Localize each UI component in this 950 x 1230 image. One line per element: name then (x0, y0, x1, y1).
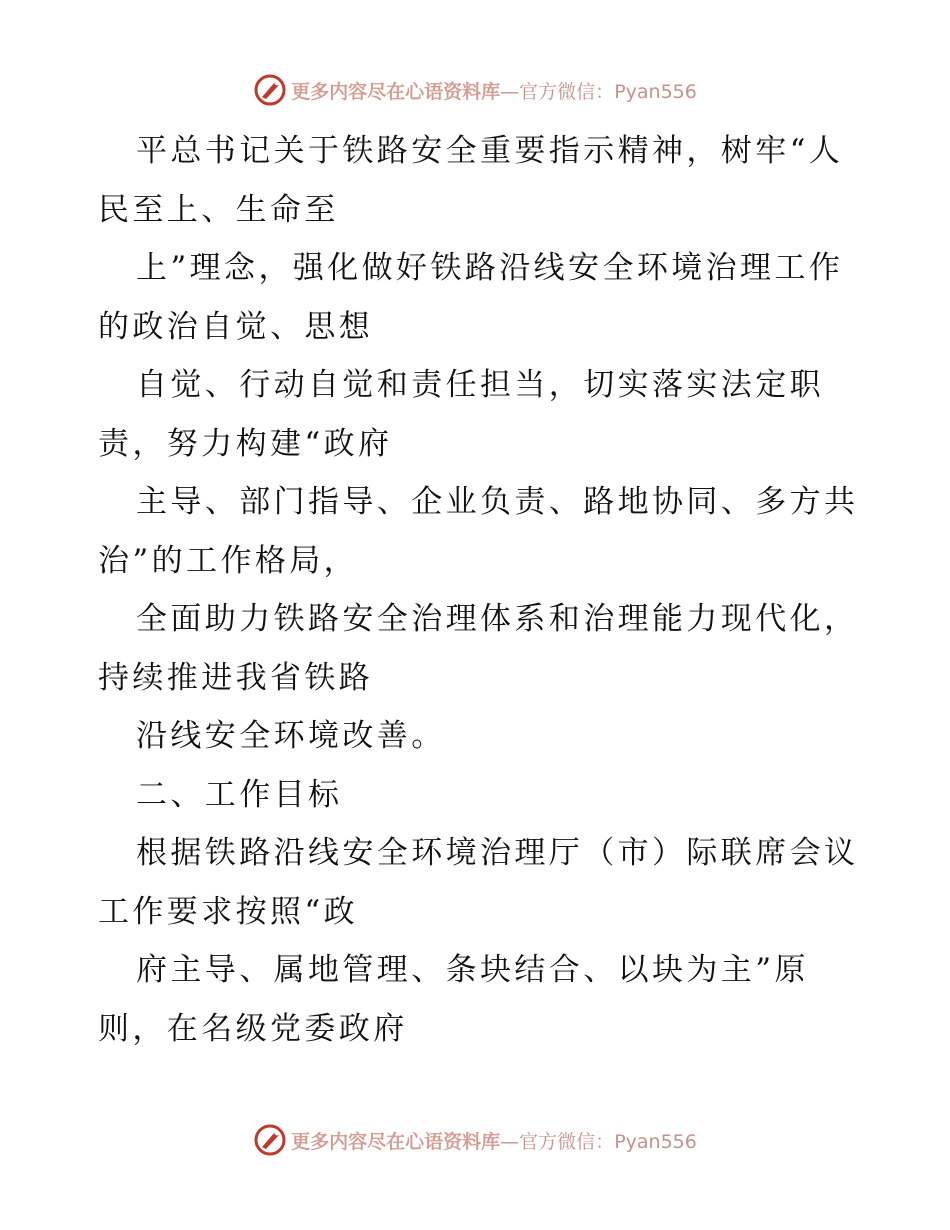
text-line: 责，努力构建“政府 (98, 425, 393, 462)
text-line: 治”的工作格局， (98, 542, 359, 579)
watermark-separator: — (500, 1130, 520, 1153)
brand-logo-icon (253, 1123, 287, 1157)
text-line: 自觉、行动自觉和责任担当，切实落实法定职 (136, 367, 824, 403)
footer-watermark (0, 1120, 950, 1160)
watermark-wechat-account: Pyan556 (614, 80, 697, 103)
text-line: 府主导、属地管理、条块结合、以块为主”原 (136, 952, 809, 988)
text-line: 民至上、生命至 (98, 191, 339, 228)
watermark-wechat-account: Pyan556 (614, 1130, 697, 1153)
watermark-separator: — (500, 80, 520, 103)
brand-logo-icon (253, 73, 287, 107)
watermark-brand: 更多内容尽在心语资料库 (291, 80, 501, 103)
watermark-wechat-label: 官方微信： (519, 1130, 615, 1153)
watermark-text (291, 77, 697, 104)
text-line: 平总书记关于铁路安全重要指示精神，树牢“人 (136, 133, 844, 169)
watermark-brand: 更多内容尽在心语资料库 (291, 1130, 501, 1153)
document-body (98, 122, 858, 1058)
watermark-text (291, 1127, 697, 1154)
section-heading: 二、工作目标 (136, 776, 343, 813)
watermark-wechat-label: 官方微信： (519, 80, 615, 103)
text-line: 主导、部门指导、企业负责、路地协同、多方共 (136, 484, 859, 520)
text-line: 全面助力铁路安全治理体系和治理能力现代化， (136, 601, 859, 637)
text-line: 的政治自觉、思想 (98, 308, 374, 345)
text-line: 沿线安全环境改善。 (136, 718, 446, 754)
text-line: 持续推进我省铁路 (98, 659, 374, 696)
header-watermark (0, 70, 950, 110)
text-line: 根据铁路沿线安全环境治理厅（市）际联席会议 (136, 835, 859, 871)
text-line: 则，在名级党委政府 (98, 1010, 408, 1047)
text-line: 工作要求按照“政 (98, 893, 359, 930)
text-line: 上”理念，强化做好铁路沿线安全环境治理工作 (136, 250, 844, 286)
